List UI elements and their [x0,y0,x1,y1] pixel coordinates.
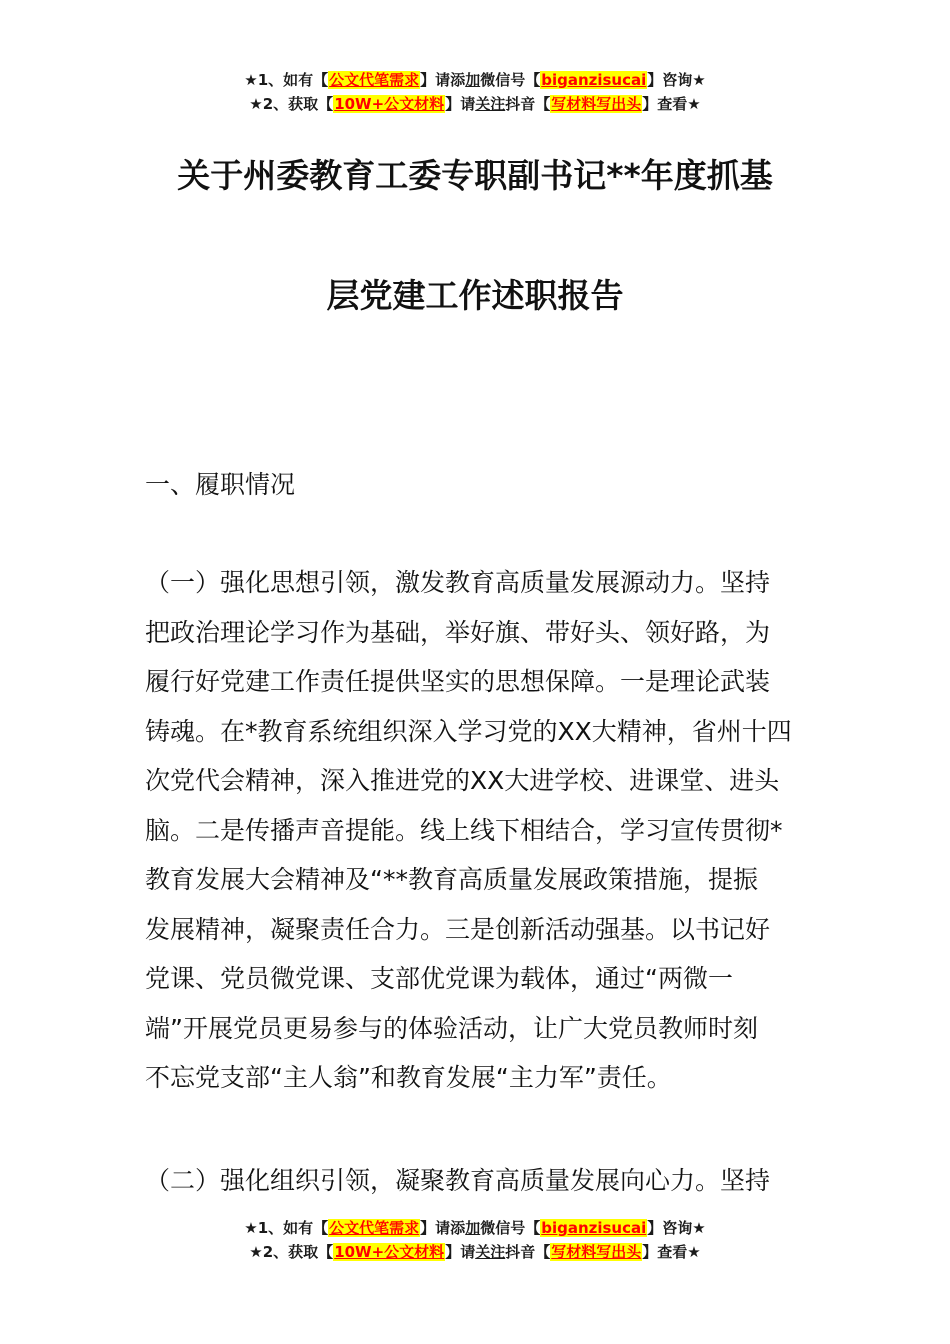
banner-highlight-service: 公文代笔需求 [329,71,420,89]
paragraph-line: 发展精神，凝聚责任合力。三是创新活动强基。以书记好 [145,914,771,944]
banner-line1-underlined: 加 [465,1219,481,1237]
banner-line1-underlined: 加 [465,71,481,89]
banner-line-1 [0,1216,950,1240]
paragraph-line: 教育发展大会精神及“**教育高质量发展政策措施，提振 [145,865,758,894]
paragraph-line: （一）强化思想引领，激发教育高质量发展源动力。坚持 [145,568,771,597]
banner-highlight-service: 公文代笔需求 [329,1219,420,1237]
banner-line1-prefix: ★1、如有【 [244,71,329,89]
document-title-line-2: 层党建工作述职报告 [326,276,624,315]
banner-highlight-materials: 10W+公文材料 [334,1243,445,1261]
banner-line1-mid1: 】请添 [420,71,466,89]
paragraph-line: 不忘党支部“主人翁”和教育发展“主力军”责任。 [145,1063,672,1092]
banner-line2-suffix: 】查看★ [642,95,701,113]
banner-line1-suffix: 】咨询★ [647,1219,706,1237]
banner-line-2 [0,1240,950,1264]
banner-line2-prefix: ★2、获取【 [249,95,334,113]
banner-line1-prefix: ★1、如有【 [244,1219,329,1237]
paragraph-1 [145,558,810,1103]
banner-line2-mid1: 】请 [445,1243,476,1261]
banner-line2-mid1: 】请 [445,95,476,113]
banner-line1-mid1: 】请添 [420,1219,466,1237]
banner-line2-mid2: 抖音【 [505,95,551,113]
banner-line2-prefix: ★2、获取【 [249,1243,334,1261]
banner-line-1 [0,68,950,92]
footer-banner [0,1216,950,1264]
banner-line1-suffix: 】咨询★ [647,71,706,89]
paragraph-line: 履行好党建工作责任提供坚实的思想保障。一是理论武装 [145,667,771,696]
banner-line1-mid2: 微信号【 [480,1219,541,1237]
banner-highlight-douyin: 写材料写出头 [551,1243,642,1261]
section-heading: 一、履职情况 [145,470,296,499]
banner-highlight-wechat-id: biganzisucai [541,71,647,89]
banner-line2-underlined: 关注 [475,1243,506,1261]
paragraph-line: （二）强化组织引领，凝聚教育高质量发展向心力。坚持 [145,1166,771,1195]
banner-line2-suffix: 】查看★ [642,1243,701,1261]
banner-highlight-douyin: 写材料写出头 [551,95,642,113]
banner-line1-mid2: 微信号【 [480,71,541,89]
header-banner [0,68,950,116]
banner-highlight-wechat-id: biganzisucai [541,1219,647,1237]
banner-line-2 [0,92,950,116]
paragraph-line: 铸魂。在*教育系统组织深入学习党的XX大精神，省州十四 [145,716,792,746]
paragraph-line: 端”开展党员更易参与的体验活动，让广大党员教师时刻 [145,1013,758,1043]
banner-line2-underlined: 关注 [475,95,506,113]
paragraph-line: 脑。二是传播声音提能。线上线下相结合，学习宣传贯彻* [145,815,783,845]
paragraph-2 [145,1156,810,1206]
paragraph-line: 次党代会精神，深入推进党的XX大进学校、进课堂、进头 [145,766,780,795]
document-title-line-1: 关于州委教育工委专职副书记**年度抓基 [177,156,773,195]
banner-line2-mid2: 抖音【 [505,1243,551,1261]
paragraph-line: 党课、党员微党课、支部优党课为载体，通过“两微一 [145,964,733,993]
paragraph-line: 把政治理论学习作为基础，举好旗、带好头、领好路，为 [145,617,771,647]
banner-highlight-materials: 10W+公文材料 [334,95,445,113]
